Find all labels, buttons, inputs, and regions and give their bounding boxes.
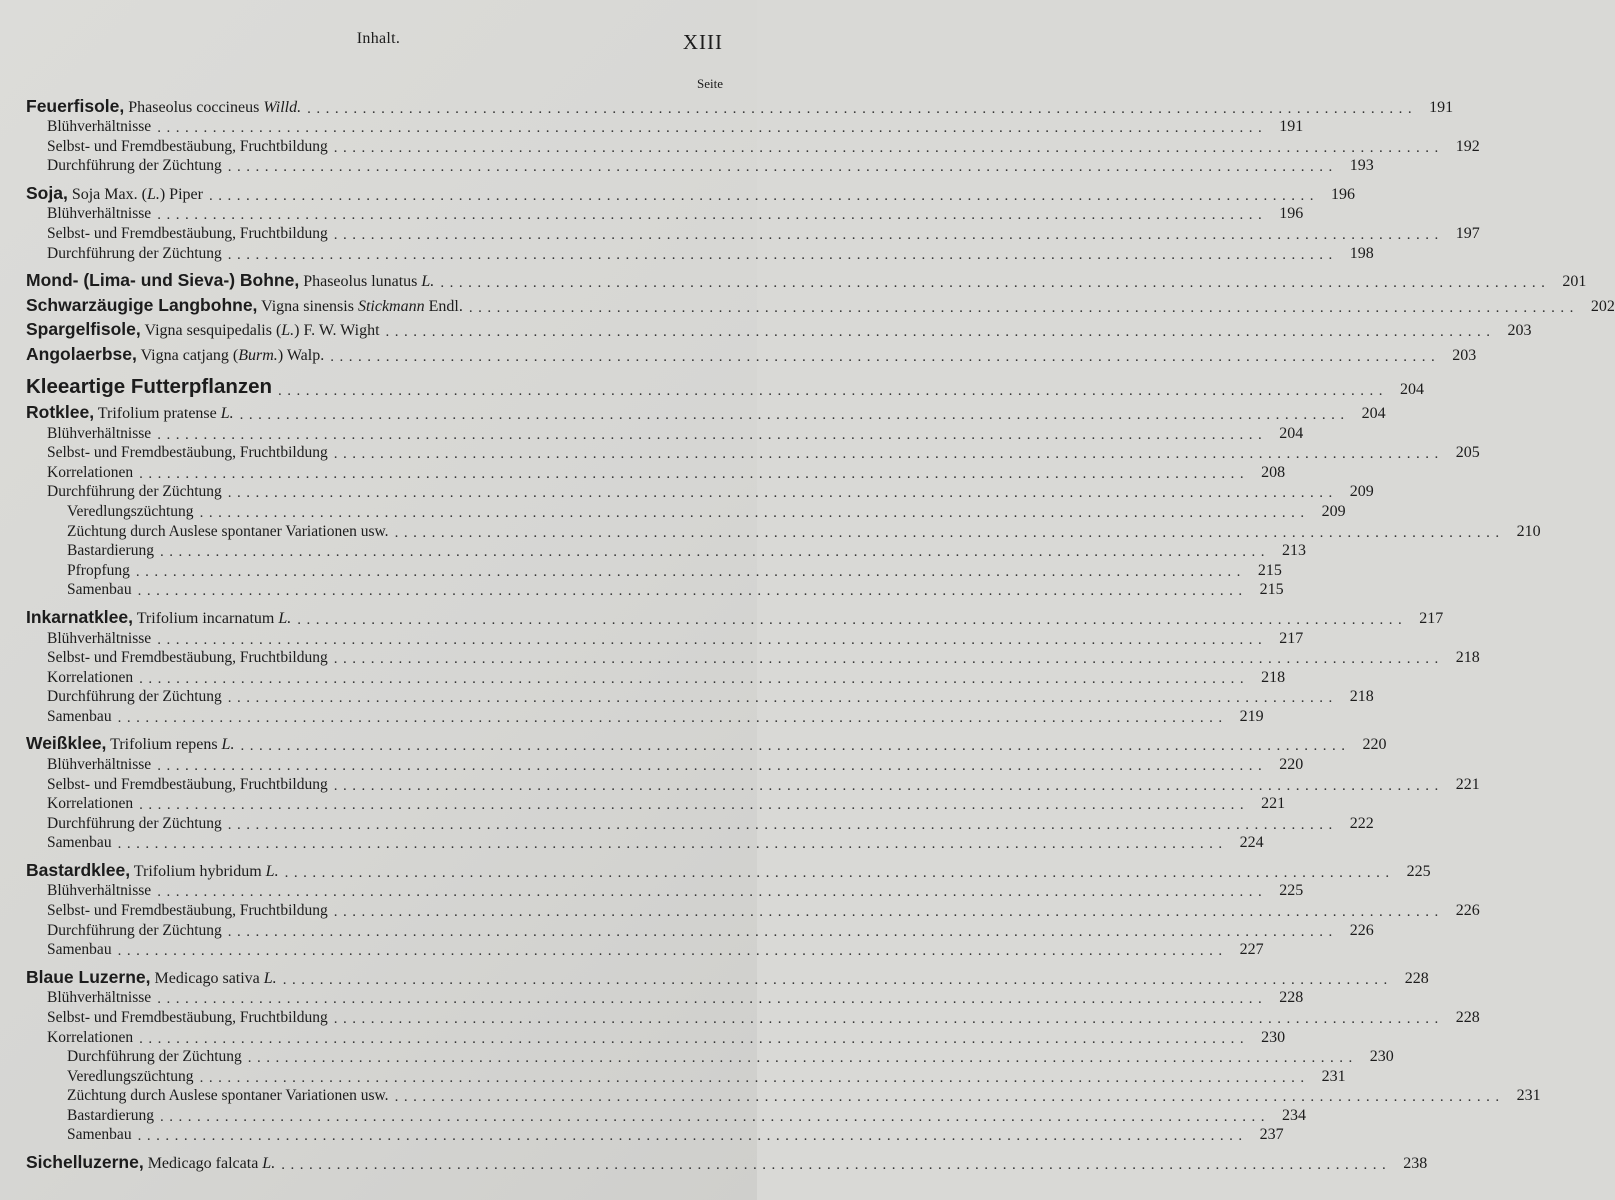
seite-column-label: Seite xyxy=(697,76,723,91)
toc-entry-subsub xyxy=(26,1066,1346,1086)
toc-entry-sub xyxy=(26,117,1304,137)
author-suffix: ) Walp. xyxy=(277,346,325,364)
toc-entry-sub xyxy=(26,156,1374,176)
page-number: 224 xyxy=(1239,834,1264,852)
toc-entry-sub xyxy=(26,833,1264,853)
toc-entry-sub xyxy=(26,881,1304,901)
page-number: 221 xyxy=(1261,795,1286,813)
entry-title xyxy=(26,402,234,423)
toc-entry-sub xyxy=(26,136,1480,156)
dot-leader: ........................................................................................................................ xyxy=(159,1108,1270,1125)
botanical-name: Medicago falcata xyxy=(143,1154,263,1172)
toc-entry-subsub xyxy=(26,541,1306,561)
dot-leader: ........................................................................................................................ xyxy=(157,120,1268,137)
dot-leader: ........................................................................................................................ xyxy=(394,1089,1505,1106)
toc-entry-sub xyxy=(26,482,1374,502)
page-number: 191 xyxy=(1279,118,1304,136)
plant-name: Angolaerbse, xyxy=(26,343,137,364)
page-number: 231 xyxy=(1321,1067,1346,1085)
dot-leader: ........................................................................................................................ xyxy=(139,1030,1250,1047)
page-number: 197 xyxy=(1455,224,1480,242)
page-number: 198 xyxy=(1349,244,1374,262)
author-abbreviation: L. xyxy=(281,322,295,340)
toc-entry-sub xyxy=(26,940,1264,960)
page-number: 228 xyxy=(1455,1008,1480,1026)
page-number: 193 xyxy=(1349,157,1374,175)
entry-title xyxy=(26,96,301,117)
toc-entry-main xyxy=(26,316,1532,341)
page-number: 215 xyxy=(1257,561,1282,579)
entry-title: Korrelationen xyxy=(47,1028,134,1046)
entry-title: Selbst- und Fremdbestäubung, Fruchtbildung xyxy=(47,1008,328,1026)
dot-leader: ........................................................................................................................ xyxy=(330,348,1441,365)
entry-title xyxy=(26,319,380,340)
toc-entry-sub xyxy=(26,648,1480,668)
page-number: 219 xyxy=(1239,707,1264,725)
entry-title: Samenbau xyxy=(47,834,112,852)
entry-title xyxy=(26,607,291,628)
toc-entry-sub xyxy=(26,667,1286,687)
entry-title: Selbst- und Fremdbestäubung, Fruchtbildung xyxy=(47,649,328,667)
dot-leader: ........................................................................................................................ xyxy=(117,943,1228,960)
entry-title: Bastardierung xyxy=(67,542,154,560)
table-of-contents xyxy=(26,92,1615,1173)
toc-entry-sub xyxy=(26,774,1480,794)
entry-title xyxy=(26,295,463,316)
botanical-name: Phaseolus lunatus xyxy=(299,273,422,291)
dot-leader: ........................................................................................................................ xyxy=(208,187,1319,204)
author-abbreviation: L. xyxy=(220,405,234,423)
plant-name: Blaue Luzerne, xyxy=(26,966,151,987)
plant-name: Soja, xyxy=(26,182,68,203)
dot-leader: ........................................................................................................................ xyxy=(297,611,1408,628)
toc-entry-main xyxy=(26,267,1587,292)
page-number: 196 xyxy=(1279,205,1304,223)
dot-leader: ........................................................................................................................ xyxy=(333,226,1444,243)
toc-entry-sub xyxy=(26,423,1304,443)
page-number: 220 xyxy=(1279,755,1304,773)
page-number: 237 xyxy=(1259,1126,1284,1144)
author-abbreviation: L. xyxy=(221,736,235,754)
dot-leader: ........................................................................................................................ xyxy=(333,1010,1444,1027)
dot-leader: ........................................................................................................................ xyxy=(139,465,1250,482)
toc-entry-subsub xyxy=(26,1125,1284,1145)
toc-entry-main xyxy=(26,179,1355,204)
entry-title: Samenbau xyxy=(67,1126,132,1144)
toc-entry-subsub xyxy=(26,521,1541,541)
dot-leader: ........................................................................................................................ xyxy=(394,524,1505,541)
toc-entry-sub xyxy=(26,754,1304,774)
entry-title: Selbst- und Fremdbestäubung, Fruchtbildung xyxy=(47,137,328,155)
dot-leader: ........................................................................................................................ xyxy=(333,904,1444,921)
running-header-title: Inhalt. xyxy=(356,30,401,47)
plant-name: Feuerfisole, xyxy=(26,95,125,116)
botanical-name: Trifolium pratense xyxy=(94,405,221,423)
toc-entry-sub xyxy=(26,706,1264,726)
page-number: 226 xyxy=(1349,921,1374,939)
page-number: 234 xyxy=(1281,1106,1306,1124)
toc-entry-sub xyxy=(26,1027,1286,1047)
plant-name: Bastardklee, xyxy=(26,859,131,880)
toc-entry-sub xyxy=(26,794,1286,814)
botanical-name: Vigna catjang ( xyxy=(136,346,239,364)
dot-leader: ........................................................................................................................ xyxy=(139,797,1250,814)
page-number: 218 xyxy=(1261,668,1286,686)
dot-leader: ........................................................................................................................ xyxy=(157,631,1268,648)
dot-leader: ........................................................................................................................ xyxy=(117,836,1228,853)
toc-entry-sub xyxy=(26,900,1480,921)
page-number: 201 xyxy=(1562,273,1587,291)
entry-title xyxy=(26,1152,275,1173)
entry-title: Korrelationen xyxy=(47,668,134,686)
toc-entry-subsub xyxy=(26,501,1346,522)
page-number: 217 xyxy=(1279,629,1304,647)
dot-leader: ........................................................................................................................ xyxy=(333,777,1444,794)
author-abbreviation: L. xyxy=(262,1154,276,1172)
entry-title: Durchführung der Züchtung xyxy=(67,1048,242,1066)
page-number: 225 xyxy=(1279,882,1304,900)
entry-title: Selbst- und Fremdbestäubung, Fruchtbildung xyxy=(47,224,328,242)
page-number: 222 xyxy=(1349,814,1374,832)
page-number: 228 xyxy=(1279,989,1304,1007)
toc-entry-main xyxy=(26,963,1429,988)
entry-title xyxy=(26,967,277,988)
toc-entry-sub xyxy=(26,223,1480,243)
page-number: 220 xyxy=(1362,736,1387,754)
dot-leader: ........................................................................................................................ xyxy=(307,100,1418,117)
dot-leader: ........................................................................................................................ xyxy=(157,884,1268,901)
plant-name: Spargelfisole, xyxy=(26,319,141,340)
author-abbreviation: L. xyxy=(278,609,292,627)
page-number: 209 xyxy=(1321,503,1346,521)
dot-leader: ........................................................................................................................ xyxy=(227,485,1338,502)
page-number: 228 xyxy=(1404,969,1429,987)
entry-title xyxy=(26,270,434,291)
author-abbreviation: Burm. xyxy=(238,346,278,364)
entry-title: Samenbau xyxy=(47,941,112,959)
page-number: 217 xyxy=(1419,609,1444,627)
page-number: 204 xyxy=(1279,424,1304,442)
author-abbreviation: L. xyxy=(263,969,277,987)
plant-name: Rotklee, xyxy=(26,402,95,423)
author-abbreviation: L. xyxy=(146,185,160,203)
entry-title: Durchführung der Züchtung xyxy=(47,244,222,262)
entry-title: Durchführung der Züchtung xyxy=(47,157,222,175)
page-number: 215 xyxy=(1259,581,1284,599)
entry-title: Blühverhältnisse xyxy=(47,882,152,900)
dot-leader: ........................................................................................................................ xyxy=(227,159,1338,176)
plant-name: Mond- (Lima- und Sieva-) Bohne, xyxy=(26,270,300,291)
dot-leader: ........................................................................................................................ xyxy=(440,275,1551,292)
toc-entry-subsub xyxy=(26,580,1284,600)
entry-title xyxy=(26,860,279,881)
entry-title: Durchführung der Züchtung xyxy=(47,814,222,832)
page-number: 230 xyxy=(1369,1048,1394,1066)
entry-title: Selbst- und Fremdbestäubung, Fruchtbildung xyxy=(47,444,328,462)
entry-title: Korrelationen xyxy=(47,795,134,813)
toc-entry-sub xyxy=(26,813,1374,833)
page-number: 203 xyxy=(1507,322,1532,340)
dot-leader: ........................................................................................................................ xyxy=(159,544,1270,561)
page-number: 196 xyxy=(1330,185,1355,203)
page-number: 208 xyxy=(1261,463,1286,481)
entry-title: Blühverhältnisse xyxy=(47,205,152,223)
dot-leader: ........................................................................................................................ xyxy=(333,446,1444,463)
plant-name: Weißklee, xyxy=(26,733,107,754)
page-number: 213 xyxy=(1281,542,1306,560)
plant-name: Inkarnatklee, xyxy=(26,606,133,627)
page-number: 231 xyxy=(1516,1087,1541,1105)
dot-leader: ........................................................................................................................ xyxy=(281,1156,1392,1173)
entry-title xyxy=(26,183,203,204)
dot-leader: ........................................................................................................................ xyxy=(468,299,1579,316)
entry-title: Züchtung durch Auslese spontaner Variationen usw. xyxy=(67,522,389,540)
entry-title: Pfropfung xyxy=(67,561,130,579)
toc-entry-main xyxy=(26,856,1431,881)
dot-leader: ........................................................................................................................ xyxy=(199,1069,1310,1086)
entry-title: Durchführung der Züchtung xyxy=(47,688,222,706)
toc-entry-sub xyxy=(26,687,1374,707)
page-number: 226 xyxy=(1455,902,1480,920)
page-number: 204 xyxy=(1361,405,1386,423)
toc-entry-main xyxy=(26,399,1386,424)
entry-title: Blühverhältnisse xyxy=(47,424,152,442)
entry-title: Bastardierung xyxy=(67,1106,154,1124)
entry-title xyxy=(26,344,324,365)
dot-leader: ........................................................................................................................ xyxy=(139,670,1250,687)
toc-entry-main xyxy=(26,340,1477,365)
dot-leader: ........................................................................................................................ xyxy=(137,1128,1248,1145)
author-abbreviation: Stickmann xyxy=(357,297,425,315)
botanical-name: Soja Max. ( xyxy=(67,185,147,203)
page-number: 202 xyxy=(1590,297,1615,315)
page-number: 209 xyxy=(1349,483,1374,501)
botanical-name: Vigna sesquipedalis ( xyxy=(140,322,282,340)
toc-entry-sub xyxy=(26,628,1304,648)
page-number: 221 xyxy=(1455,775,1480,793)
toc-entry-sub xyxy=(26,988,1304,1008)
dot-leader: ........................................................................................................................ xyxy=(385,324,1496,341)
toc-entry-sub xyxy=(26,1007,1480,1027)
author-abbreviation: Willd. xyxy=(263,98,302,116)
dot-leader: ........................................................................................................................ xyxy=(227,690,1338,707)
page-number: 210 xyxy=(1516,522,1541,540)
botanical-name: Vigna sinensis xyxy=(257,297,358,315)
dot-leader: ........................................................................................................................ xyxy=(278,382,1389,399)
dot-leader: ........................................................................................................................ xyxy=(227,246,1338,263)
dot-leader: ........................................................................................................................ xyxy=(199,505,1310,522)
author-abbreviation: L. xyxy=(265,862,279,880)
entry-title: Blühverhältnisse xyxy=(47,629,152,647)
page-number: 225 xyxy=(1406,862,1431,880)
dot-leader: ........................................................................................................................ xyxy=(157,207,1268,224)
botanical-name: Phaseolus coccineus xyxy=(124,98,264,116)
toc-entry-main xyxy=(26,291,1615,316)
toc-entry-sub xyxy=(26,243,1374,263)
toc-entry-subsub xyxy=(26,1047,1394,1067)
section-heading xyxy=(26,365,1425,399)
toc-entry-main xyxy=(26,1148,1428,1173)
dot-leader: ........................................................................................................................ xyxy=(333,651,1444,668)
page-number: 205 xyxy=(1455,444,1480,462)
entry-title: Samenbau xyxy=(67,581,132,599)
toc-entry-subsub xyxy=(26,1105,1306,1125)
toc-entry-main xyxy=(26,92,1454,117)
entry-title xyxy=(26,375,272,399)
dot-leader: ........................................................................................................................ xyxy=(227,816,1338,833)
entry-title xyxy=(26,733,234,754)
botanical-name: Trifolium hybridum xyxy=(130,862,266,880)
toc-entry-sub xyxy=(26,443,1480,463)
entry-title: Veredlungszüchtung xyxy=(67,503,194,521)
author-suffix: ) F. W. Wight xyxy=(294,322,380,340)
dot-leader: ........................................................................................................................ xyxy=(247,1050,1358,1067)
page-number: 191 xyxy=(1429,98,1454,116)
page-number: 230 xyxy=(1261,1028,1286,1046)
toc-entry-sub xyxy=(26,462,1286,482)
entry-title: Blühverhältnisse xyxy=(47,755,152,773)
section-title: Kleeartige Futterpflanzen xyxy=(26,374,273,398)
author-suffix: ) Piper xyxy=(159,185,203,203)
entry-title: Durchführung der Züchtung xyxy=(47,921,222,939)
toc-entry-main xyxy=(26,730,1387,755)
entry-title: Selbst- und Fremdbestäubung, Fruchtbildung xyxy=(47,902,328,920)
entry-title: Korrelationen xyxy=(47,463,134,481)
botanical-name: Trifolium incarnatum xyxy=(133,609,279,627)
entry-title: Selbst- und Fremdbestäubung, Fruchtbildung xyxy=(47,775,328,793)
toc-entry-sub xyxy=(26,204,1304,224)
dot-leader: ........................................................................................................................ xyxy=(135,563,1246,580)
toc-entry-sub xyxy=(26,920,1374,940)
plant-name: Sichelluzerne, xyxy=(26,1151,144,1172)
toc-entry-subsub xyxy=(26,560,1282,580)
page-number: 203 xyxy=(1452,346,1477,364)
page-number: 218 xyxy=(1349,688,1374,706)
toc-entry-main xyxy=(26,603,1444,628)
dot-leader: ........................................................................................................................ xyxy=(284,864,1395,881)
dot-leader: ........................................................................................................................ xyxy=(240,738,1351,755)
entry-title: Veredlungszüchtung xyxy=(67,1067,194,1085)
entry-title: Samenbau xyxy=(47,707,112,725)
dot-leader: ........................................................................................................................ xyxy=(282,971,1393,988)
page-number: 204 xyxy=(1400,380,1425,398)
dot-leader: ........................................................................................................................ xyxy=(157,757,1268,774)
dot-leader: ........................................................................................................................ xyxy=(333,139,1444,156)
plant-name: Schwarzäugige Langbohne, xyxy=(26,294,258,315)
entry-title: Durchführung der Züchtung xyxy=(47,483,222,501)
entry-title: Züchtung durch Auslese spontaner Variationen usw. xyxy=(67,1087,389,1105)
botanical-name: Trifolium repens xyxy=(106,736,222,754)
page-number: 192 xyxy=(1455,137,1480,155)
page-number: 238 xyxy=(1403,1154,1428,1172)
entry-title: Blühverhältnisse xyxy=(47,989,152,1007)
roman-page-number: XIII xyxy=(682,30,723,54)
dot-leader: ........................................................................................................................ xyxy=(157,991,1268,1008)
dot-leader: ........................................................................................................................ xyxy=(157,426,1268,443)
dot-leader: ........................................................................................................................ xyxy=(239,407,1350,424)
dot-leader: ........................................................................................................................ xyxy=(137,583,1248,600)
author-abbreviation: L. xyxy=(421,273,435,291)
author-suffix: Endl. xyxy=(424,297,463,315)
botanical-name: Medicago sativa xyxy=(150,969,264,987)
dot-leader: ........................................................................................................................ xyxy=(117,709,1228,726)
dot-leader: ........................................................................................................................ xyxy=(227,923,1338,940)
entry-title: Blühverhältnisse xyxy=(47,118,152,136)
page-number: 218 xyxy=(1455,649,1480,667)
page-number: 227 xyxy=(1239,941,1264,959)
toc-entry-subsub xyxy=(26,1086,1541,1106)
